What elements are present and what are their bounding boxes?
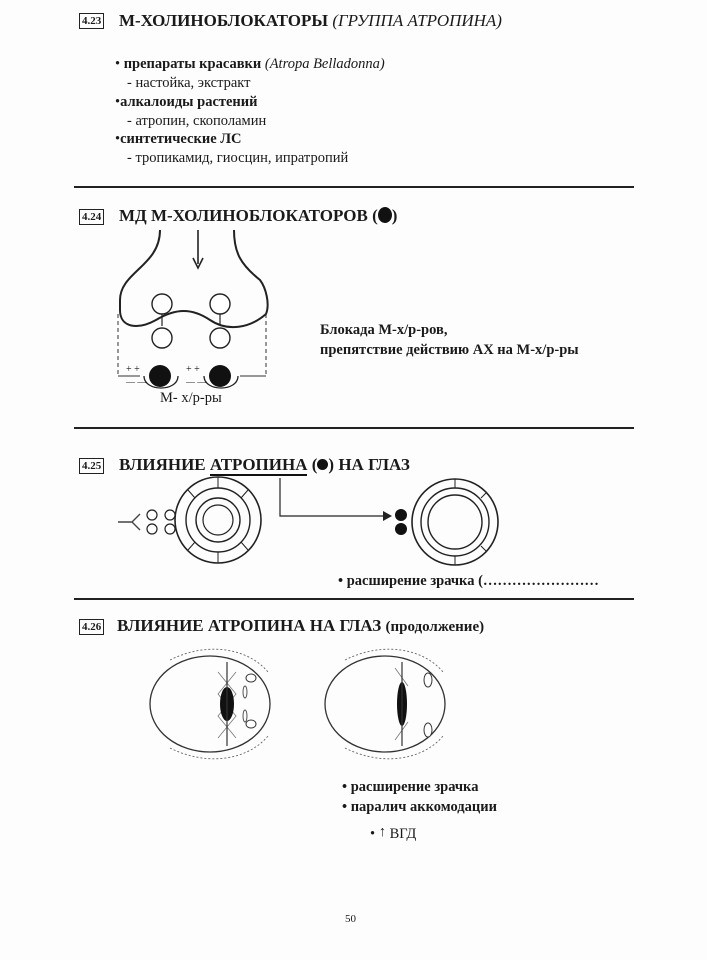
eye-pupil-diagram <box>110 470 540 580</box>
section-divider <box>74 598 634 600</box>
item-bold: алкалоиды растений <box>120 94 258 110</box>
eye-section-dilated-icon <box>325 649 445 759</box>
receptor-label: М- х/р-ры <box>160 390 222 406</box>
eye-dilated-icon <box>395 479 498 565</box>
eye-section-diagram <box>140 642 470 767</box>
charge-plus: + + <box>126 364 140 375</box>
list-item: • препараты красавки (Atropa Belladonna) <box>115 56 385 72</box>
section-divider <box>74 186 634 188</box>
title-paren: (продолжение) <box>385 619 485 635</box>
title-text: ВЛИЯНИЕ АТРОПИНА НА ГЛАЗ <box>117 616 382 635</box>
receptor-icons <box>118 510 175 534</box>
title-italic: (ГРУППА АТРОПИНА) <box>332 11 502 30</box>
item-bold: препараты красавки <box>123 56 262 72</box>
list-subitem: - настойка, экстракт <box>127 75 251 91</box>
title-text: ) НА ГЛАЗ <box>328 455 410 474</box>
title-text: ( <box>307 455 318 474</box>
section-divider <box>74 427 634 429</box>
effect-text: ВГД <box>389 826 417 842</box>
list-item: •алкалоиды растений <box>115 94 258 110</box>
section-title <box>119 206 397 226</box>
section-number: 4.26 <box>79 619 104 635</box>
effect-text: • расширение зрачка <box>342 779 479 795</box>
effect-text: препятствие действию АХ на М-х/р-ры <box>320 342 579 358</box>
effect-text: • расширение зрачка (…………………… <box>338 573 599 589</box>
section-number: 4.23 <box>79 13 104 29</box>
section-title <box>119 11 502 31</box>
bullet: • <box>370 826 376 842</box>
title-text: М-ХОЛИНОБЛОКАТОРЫ <box>119 11 329 30</box>
effect-item <box>370 824 416 843</box>
list-item: •синтетические ЛС <box>115 131 242 147</box>
eye-section-normal-icon <box>150 649 270 759</box>
blocker-dot-icon <box>378 207 392 223</box>
eye-normal-icon <box>175 477 261 563</box>
section-number: 4.24 <box>79 209 104 225</box>
list-subitem: - тропикамид, гиосцин, ипратропий <box>127 150 349 166</box>
item-bold: синтетические ЛС <box>120 131 242 147</box>
effect-text: Блокада М-х/р-ров, <box>320 322 448 338</box>
title-atropine: АТРОПИНА <box>209 455 308 474</box>
increase-arrow-icon: ↑ <box>378 824 386 840</box>
charge-minus: — — <box>126 377 147 387</box>
item-italic: (Atropa Belladonna) <box>264 56 385 72</box>
title-close: ) <box>391 206 398 225</box>
title-text: МД М-ХОЛИНОБЛОКАТОРОВ ( <box>119 206 378 225</box>
page-number: 50 <box>345 913 356 925</box>
title-text: ВЛИЯНИЕ <box>119 455 210 474</box>
section-number: 4.25 <box>79 458 104 474</box>
effect-text: • паралич аккомодации <box>342 799 497 815</box>
atropine-dot-icon <box>317 459 328 470</box>
charge-minus: — — <box>186 377 207 387</box>
charge-plus: + + <box>186 364 200 375</box>
section-title <box>117 616 484 636</box>
list-subitem: - атропин, скополамин <box>127 113 267 129</box>
